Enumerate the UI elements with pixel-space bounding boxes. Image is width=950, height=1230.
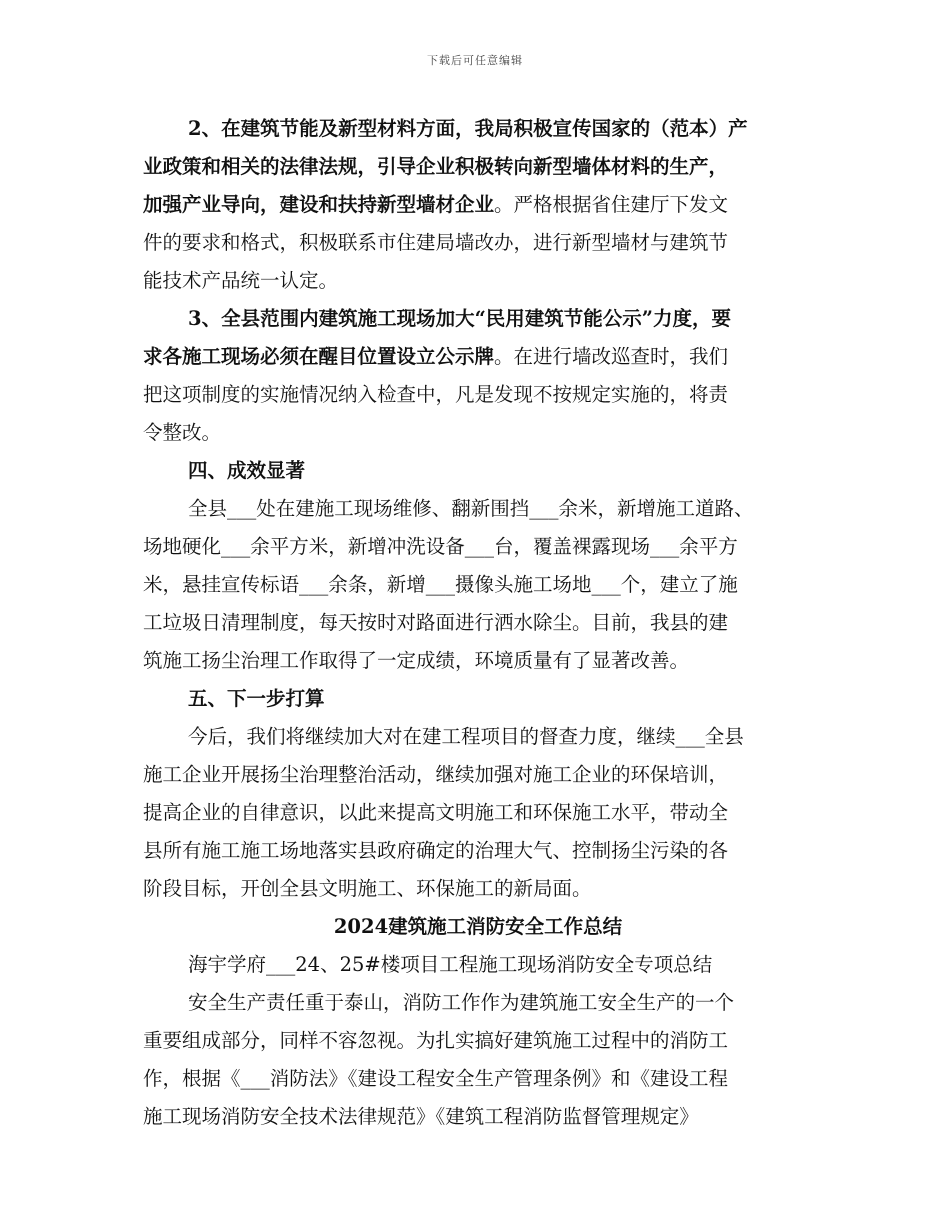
section5-heading: 五、下一步打算: [188, 687, 325, 710]
para3-line-2: [143, 338, 813, 376]
doc2-line-1: 安全生产责任重于泰山，消防工作作为建筑施工安全生产的一个: [188, 991, 735, 1014]
document-body: [143, 110, 813, 1136]
doc2-line-2: 重要组成部分，同样不容忽视。为扎实搞好建筑施工过程中的消防工: [143, 1029, 729, 1052]
doc2-line-4: 施工现场消防安全技术法律规范》《建筑工程消防监督管理规定》: [143, 1105, 699, 1128]
section5-line-5: 阶段目标，开创全县文明施工、环保施工的新局面。: [143, 877, 592, 900]
page-header: 下载后可任意编辑: [427, 54, 523, 67]
section4-line-4: 工垃圾日清理制度，每天按时对路面进行洒水除尘。目前，我县的建: [143, 611, 729, 634]
para2-bold-end: 加强产业导向，建设和扶持新型墙材企业: [143, 193, 495, 216]
para2-line-4: 件的要求和格式，积极联系市住建局墙改办，进行新型墙材与建筑节: [143, 231, 729, 254]
section4-line-1: 全县___处在建施工现场维修、翻新围挡___余米，新增施工道路、: [188, 497, 754, 520]
para3-line-4: 令整改。: [143, 421, 222, 444]
para2-line-5: 能技术产品统一认定。: [143, 269, 339, 292]
para2-line-3: [143, 186, 813, 224]
para3-bold-end: 求各施工现场必须在醒目位置设立公示牌: [143, 345, 495, 368]
section5-line-2: 施工企业开展扬尘治理整治活动，继续加强对施工企业的环保培训，: [143, 763, 729, 786]
section5-line-1: 今后，我们将继续加大对在建工程项目的督查力度，继续___全县: [188, 725, 744, 748]
section4-heading: 四、成效显著: [188, 459, 306, 482]
doc2-subtitle: 海宇学府___24、25#楼项目工程施工现场消防安全专项总结: [188, 953, 713, 976]
para3-tail: 。在进行墙改巡查时，我们: [494, 345, 729, 368]
doc2-line-3: 作，根据《___消防法》《建设工程安全生产管理条例》和《建设工程: [143, 1067, 729, 1090]
section4-line-2: 场地硬化___余平方米，新增冲洗设备___台，覆盖裸露现场___余平方: [143, 535, 738, 558]
section4-line-5: 筑施工扬尘治理工作取得了一定成绩，环境质量有了显著改善。: [143, 649, 690, 672]
section5-line-4: 县所有施工施工场地落实县政府确定的治理大气、控制扬尘污染的各: [143, 839, 729, 862]
doc2-title: 2024建筑施工消防安全工作总结: [333, 915, 623, 938]
para2-tail: 。严格根据省住建厅下发文: [494, 193, 729, 216]
section4-line-3: 米，悬挂宣传标语___余条，新增___摄像头施工场地___个，建立了施: [143, 573, 738, 596]
para2-line-1: 2、在建筑节能及新型材料方面，我局积极宣传国家的（范本）产: [188, 117, 748, 140]
para3-line-1: 3、全县范围内建筑施工现场加大“民用建筑节能公示”力度，要: [188, 307, 732, 330]
section5-line-3: 提高企业的自律意识，以此来提高文明施工和环保施工水平，带动全: [143, 801, 729, 824]
para2-line-2: 业政策和相关的法律法规，引导企业积极转向新型墙体材料的生产，: [143, 155, 729, 178]
para3-line-3: 把这项制度的实施情况纳入检查中，凡是发现不按规定实施的，将责: [143, 383, 729, 406]
